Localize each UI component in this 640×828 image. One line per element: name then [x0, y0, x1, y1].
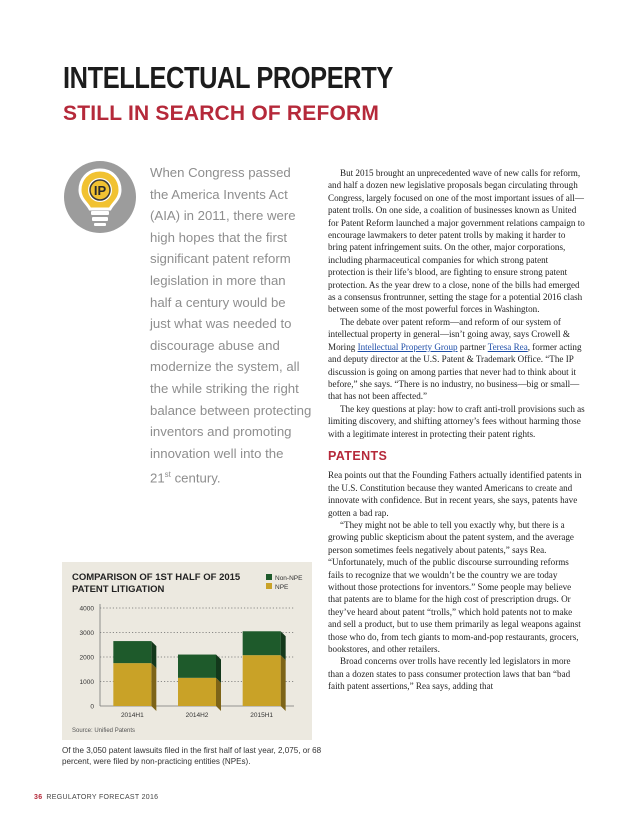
bar-npe — [243, 655, 281, 706]
bar-non-npe — [243, 631, 281, 655]
legend-label: NPE — [275, 584, 289, 591]
teresa-rea-link[interactable]: Teresa Rea — [487, 341, 528, 352]
patent-litigation-chart — [62, 562, 312, 740]
body-paragraph: The key questions at play: how to craft anti-troll provisions such as limiting discovery, and shifting attorney’s fees without harming those with a legitimate interest in protecting their patent rights. — [328, 403, 585, 439]
chart-caption: Of the 3,050 patent lawsuits filed in the first half of last year, 2,075, or 68 percent, were filed by non-practicing entities (NPEs). — [62, 746, 322, 766]
intro-line: When Congress passed — [150, 165, 291, 180]
publication-name: REGULATORY FORECAST 2016 — [46, 794, 159, 801]
chart-source: Source: Unified Patents — [72, 728, 136, 734]
bar-npe — [178, 678, 216, 706]
chart-title: PATENT LITIGATION — [72, 584, 165, 595]
intro-line: the while striking the right — [150, 380, 299, 396]
chart-title: COMPARISON OF 1ST HALF OF 2015 — [72, 572, 241, 583]
body-paragraph: The debate over patent reform—and reform of our system of intellectual property in general—isn’t going away, says Crowell & Moring Intellectual Property Group partner Teresa Rea, former acting and deputy director at the U.S. Patent & Trademark Office. “The IP discussion is going on among parties that never had to think about it before,” she says. “There is no industry, no business—big or small—that has not been affected.” — [328, 316, 582, 402]
intro-line: discourage abuse and — [150, 337, 280, 353]
legend-swatch — [266, 583, 272, 589]
section-heading: PATENTS — [328, 448, 388, 463]
bar-side-npe — [216, 678, 221, 711]
y-tick-label: 3000 — [79, 630, 94, 637]
body-paragraph: “They might not be able to tell you exactly why, but there is a growing public skepticism about the patent system, and the average person sometimes feels negatively about patents,” says Rea. “Unfortunately, much of the public discourse surrounding reforms fails to recognize that we wouldn’t be the country we are today without those protections for inventors.” Some people may believe that patents are to blame for the high cost of prescription drugs. Or they’ve heard about patent “trolls,” which hold patents not to make and sell a product, but to use them primarily as legal weapons against those who do, from tech giants to mom-and-pop restaurants, grocers, bookstores, and other retailers. — [328, 519, 581, 655]
bar-npe — [113, 663, 151, 706]
intro-line: innovation well into the — [150, 445, 284, 461]
bar-side-npe — [281, 655, 286, 711]
bar-non-npe — [113, 641, 151, 663]
intro-line: half a century would be — [150, 294, 286, 310]
intro-last-line: 21st century. — [150, 470, 221, 486]
intro-line: (AIA) in 2011, there were — [150, 208, 296, 224]
ip-badge-text: IP — [93, 183, 107, 198]
page-title: INTELLECTUAL PROPERTY — [63, 60, 393, 95]
ip-lightbulb-icon — [63, 160, 137, 234]
body-paragraph: But 2015 brought an unprecedented wave of new calls for reform, and half a dozen new legislative proposals began circulating through Congress, largely focused on one of the most important issues of all—patent trolls. On one side, a coalition of businesses known as United for Patent Reform launched a major government relations campaign to encourage lawmakers to deter patent trolls by making it harder to bring patent infringement suits. On the other, major corporations, including pharmaceutical companies for which strong patent protection is their life’s blood, are fighting to ensure strong patent protection. As the year drew to a close, none of the bills had emerged as a consensus frontrunner, setting the stage for a potential 2016 clash between some of the most powerful forces in Washington. — [328, 168, 585, 315]
intro-line: high hopes that the first — [150, 229, 288, 245]
bar-side-npe — [151, 663, 156, 711]
intro-line: modernize the system, all — [150, 359, 300, 375]
body-paragraph: Rea points out that the Founding Fathers actually identified patents in the U.S. Constitution because they wanted Americans to create and innovate with confidence. But in recent years, she says, patents have gotten a bad rap. — [328, 470, 582, 518]
x-tick-label: 2015H1 — [250, 712, 274, 719]
intro-line: legislation in more than — [150, 272, 286, 288]
body-paragraph: Broad concerns over trolls have recently led legislators in more than a dozen states to pass consumer protection laws that ban “bad faith patent assertions,” Rea says, adding that — [328, 656, 571, 692]
y-tick-label: 2000 — [79, 654, 94, 662]
x-tick-label: 2014H1 — [120, 712, 144, 719]
page-footer — [34, 794, 158, 801]
article-body — [328, 167, 586, 693]
intro-pull-quote — [150, 162, 310, 489]
legend-swatch — [266, 574, 272, 580]
intro-line: significant patent reform — [150, 251, 291, 267]
bar-side-non-npe — [281, 631, 286, 660]
bar-non-npe — [178, 655, 216, 678]
ip-group-link[interactable]: Intellectual Property Group — [357, 341, 458, 352]
intro-line: the America Invents Act — [150, 186, 288, 202]
legend-label: Non-NPE — [275, 575, 303, 582]
intro-line: balance between protecting — [150, 402, 312, 418]
page-number: 36 — [34, 794, 43, 801]
x-tick-label: 2014H2 — [185, 712, 209, 719]
y-tick-label: 0 — [90, 703, 94, 711]
page-subtitle: STILL IN SEARCH OF REFORM — [63, 102, 380, 125]
y-tick-label: 4000 — [79, 605, 94, 613]
y-tick-label: 1000 — [79, 679, 94, 686]
intro-line: inventors and promoting — [150, 424, 292, 440]
intro-line: just what was needed to — [150, 316, 292, 332]
